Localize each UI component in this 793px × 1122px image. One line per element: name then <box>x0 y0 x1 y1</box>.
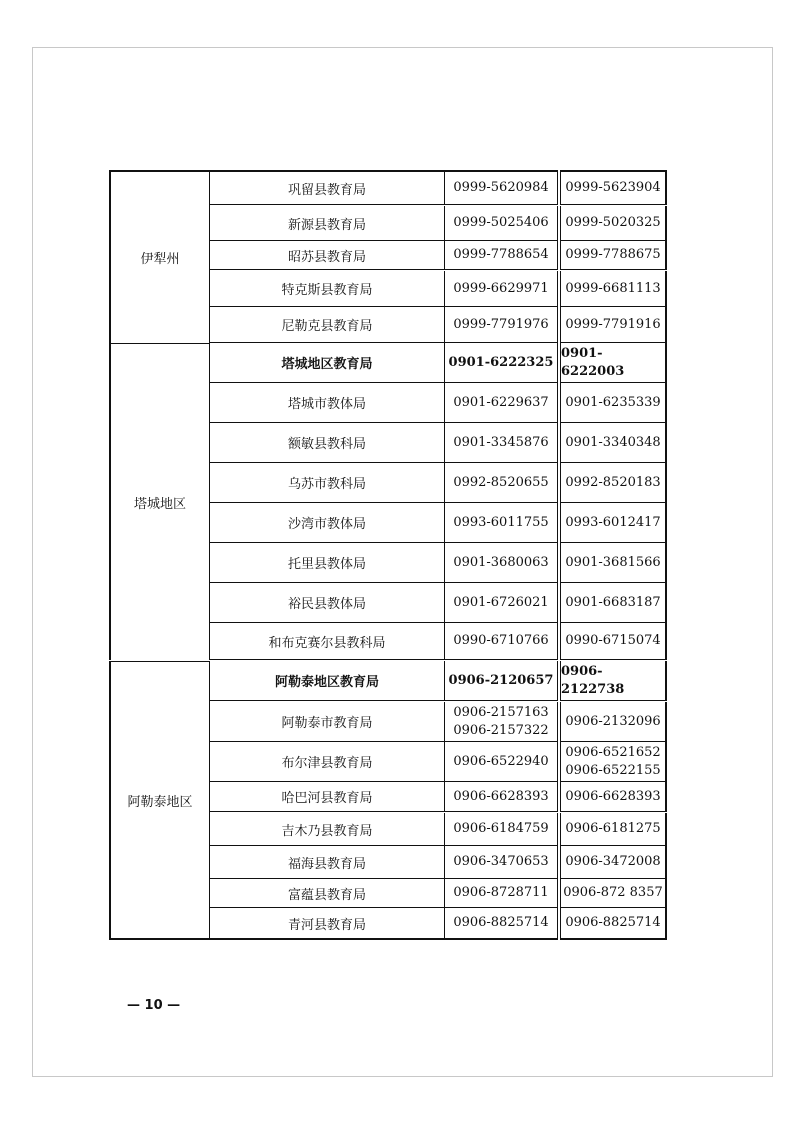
phone1-cell <box>445 307 558 343</box>
page-number: — 10 — <box>127 998 181 1013</box>
org-name: 塔城地区教育局 <box>281 357 373 372</box>
phone1-cell <box>445 702 558 742</box>
phone2-cell <box>560 241 667 270</box>
phone2-cell <box>560 343 667 383</box>
phone2-cell <box>560 879 667 908</box>
org-name-cell <box>210 543 445 583</box>
org-name: 昭苏县教育局 <box>287 249 366 265</box>
phone1-cell <box>445 503 558 543</box>
org-name-cell <box>210 307 445 343</box>
phone1-cell <box>445 343 558 383</box>
phone-number: 0901-6229637 <box>453 394 549 410</box>
region-cell: 阿勒泰地区 <box>109 661 210 940</box>
org-name-cell <box>210 661 445 701</box>
phone-number: 0906-2132096 <box>565 713 661 729</box>
org-name-cell <box>210 908 445 940</box>
phone-number: 0901-3681566 <box>565 554 661 570</box>
org-name: 阿勒泰地区教育局 <box>274 675 379 690</box>
org-name: 塔城市教体局 <box>287 397 366 412</box>
org-name-cell <box>210 846 445 879</box>
phone-number: 0993-6012417 <box>565 514 661 530</box>
phone-number: 0901-3345876 <box>453 434 549 450</box>
phone-number: 0906-6181275 <box>565 821 661 836</box>
phone2-cell <box>560 383 667 423</box>
org-name-cell <box>210 463 445 503</box>
phone1-cell <box>445 383 558 423</box>
phone-number: 0999-5020325 <box>565 215 661 230</box>
phone-number: 0990-6715074 <box>565 633 661 648</box>
phone-number: 0901-6222003 <box>561 345 625 379</box>
org-name-cell <box>210 623 445 660</box>
org-name: 沙湾市教体局 <box>287 517 366 532</box>
phone-number: 0906-6628393 <box>453 788 549 804</box>
phone2-cell <box>560 583 667 623</box>
org-name-cell <box>210 503 445 543</box>
phone-number: 0906-6628393 <box>565 788 661 804</box>
org-name-cell <box>210 423 445 463</box>
phone-number: 0999-6629971 <box>453 280 549 296</box>
phone2-cell <box>560 170 667 205</box>
org-name: 布尔津县教育局 <box>281 756 373 771</box>
phone-number: 0906-6521652 <box>565 744 661 760</box>
phone2-cell <box>560 503 667 543</box>
org-name-cell <box>210 813 445 846</box>
phone1-cell <box>445 742 558 782</box>
phone1-cell <box>445 623 558 660</box>
org-name-cell <box>210 383 445 423</box>
phone-number: 0906-6522940 <box>453 753 549 769</box>
phone-number: 0999-5623904 <box>565 180 661 195</box>
org-name: 巩留县教育局 <box>287 182 366 198</box>
phone-number: 0906-2122738 <box>561 663 625 697</box>
phone-number: 0906-2157163 <box>453 704 549 720</box>
phone2-cell <box>560 782 667 812</box>
phone-number: 0999-7791976 <box>453 316 549 332</box>
region-cell: 伊犁州 <box>109 170 210 343</box>
region-cell: 塔城地区 <box>109 343 210 660</box>
phone2-cell <box>560 846 667 879</box>
org-name: 尼勒克县教育局 <box>281 319 373 334</box>
org-name-cell <box>210 241 445 270</box>
phone-number: 0990-6710766 <box>453 633 549 648</box>
org-name: 裕民县教体局 <box>287 597 366 612</box>
phone2-cell <box>560 206 667 241</box>
phone-number: 0999-6681113 <box>565 280 661 296</box>
org-name-cell <box>210 879 445 908</box>
org-name-cell <box>210 702 445 742</box>
phone2-cell <box>560 423 667 463</box>
phone-number: 0999-5620984 <box>453 180 549 195</box>
phone1-cell <box>445 423 558 463</box>
phone-number: 0906-8825714 <box>565 915 661 930</box>
phone1-cell <box>445 271 558 307</box>
phone-number: 0901-6222325 <box>448 354 554 370</box>
phone-number: 0901-3680063 <box>453 554 549 570</box>
phone-number: 0999-5025406 <box>453 215 549 230</box>
phone-number: 0999-7788654 <box>453 247 549 262</box>
phone1-cell <box>445 846 558 879</box>
phone2-cell <box>560 463 667 503</box>
phone-number: 0901-3340348 <box>565 434 661 450</box>
phone1-cell <box>445 463 558 503</box>
phone-number: 0906-2120657 <box>448 672 554 688</box>
phone1-cell <box>445 782 558 812</box>
phone-number: 0906-8728711 <box>453 885 549 900</box>
org-name: 哈巴河县教育局 <box>281 791 373 806</box>
phone1-cell <box>445 583 558 623</box>
phone-number: 0992-8520183 <box>565 474 661 490</box>
phone-number: 0901-6683187 <box>565 594 661 610</box>
org-name-cell <box>210 206 445 241</box>
org-name-cell <box>210 742 445 782</box>
org-name-cell <box>210 583 445 623</box>
org-name: 福海县教育局 <box>287 856 366 872</box>
org-name-cell <box>210 271 445 307</box>
phone1-cell <box>445 879 558 908</box>
phone-number: 0906-3472008 <box>565 854 661 869</box>
phone-number: 0906-6522155 <box>565 762 661 778</box>
phone2-cell <box>560 623 667 660</box>
phone-number: 0999-7791916 <box>565 316 661 332</box>
phone-number: 0906-3470653 <box>453 854 549 869</box>
phone2-cell <box>560 742 667 782</box>
org-name: 吉木乃县教育局 <box>281 823 373 839</box>
phone-number: 0906-6184759 <box>453 821 549 836</box>
org-name: 额敏县教科局 <box>287 437 366 452</box>
phone2-cell <box>560 813 667 846</box>
org-name-cell <box>210 343 445 383</box>
phone1-cell <box>445 170 558 205</box>
phone-number: 0906-8825714 <box>453 915 549 930</box>
org-name: 特克斯县教育局 <box>281 283 373 298</box>
phone1-cell <box>445 543 558 583</box>
org-name: 乌苏市教科局 <box>287 477 366 492</box>
org-name-cell <box>210 170 445 205</box>
phone-number: 0906-872 8357 <box>563 885 663 900</box>
phone2-cell <box>560 702 667 742</box>
phone1-cell <box>445 241 558 270</box>
phone2-cell <box>560 271 667 307</box>
phone1-cell <box>445 206 558 241</box>
phone-number: 0906-2157322 <box>453 722 549 738</box>
phone1-cell <box>445 813 558 846</box>
phone2-cell <box>560 661 667 701</box>
org-name-cell <box>210 782 445 812</box>
phone1-cell <box>445 908 558 940</box>
phone-number: 0901-6235339 <box>565 394 661 410</box>
org-name: 和布克赛尔县教科局 <box>268 635 386 651</box>
org-name: 青河县教育局 <box>287 917 366 933</box>
org-name: 阿勒泰市教育局 <box>281 716 373 731</box>
phone2-cell <box>560 908 667 940</box>
phone2-cell <box>560 307 667 343</box>
phone-number: 0993-6011755 <box>453 514 549 530</box>
org-name: 托里县教体局 <box>287 557 366 572</box>
phone-number: 0901-6726021 <box>453 594 549 610</box>
phone-number: 0992-8520655 <box>453 474 549 490</box>
phone2-cell <box>560 543 667 583</box>
phone1-cell <box>445 661 558 701</box>
phone-number: 0999-7788675 <box>565 247 661 262</box>
org-name: 富蕴县教育局 <box>287 887 366 903</box>
org-name: 新源县教育局 <box>287 217 366 233</box>
